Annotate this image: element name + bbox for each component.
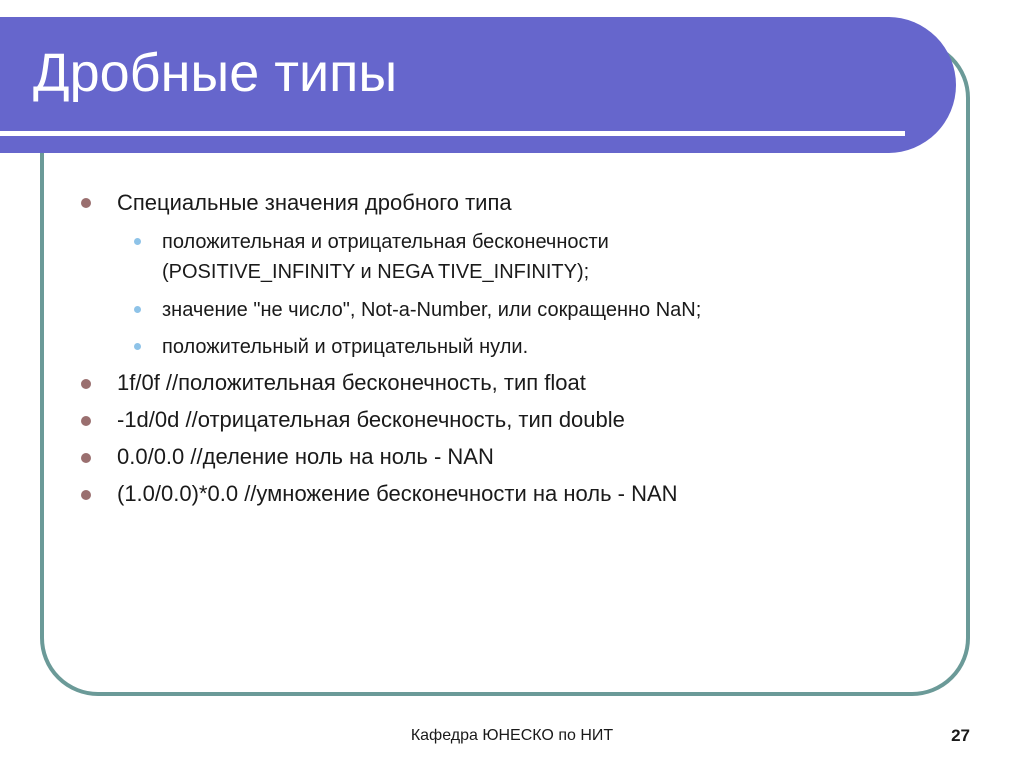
bullet-marker-level2	[134, 343, 141, 350]
bullet-marker-level2	[134, 306, 141, 313]
slide-title: Дробные типы	[33, 43, 398, 103]
bullet-item: -1d/0d //отрицательная бесконечность, тип double	[117, 407, 625, 432]
bullet-item: (1.0/0.0)*0.0 //умножение бесконечности на ноль - NAN	[117, 481, 678, 506]
page-number: 27	[951, 726, 970, 745]
bullet-item: 1f/0f //положительная бесконечность, тип float	[117, 370, 586, 395]
footer-text: Кафедра ЮНЕСКО по НИТ	[410, 727, 614, 744]
sub-bullet-item-line: (POSITIVE_INFINITY и NEGA TIVE_INFINITY);	[162, 261, 590, 283]
sub-bullet-item-line: положительная и отрицательная бесконечности	[162, 231, 609, 253]
bullet-marker-level1	[81, 198, 91, 208]
bullet-marker-level1	[81, 379, 91, 389]
bullet-marker-level1	[81, 490, 91, 500]
bullet-marker-level1	[81, 453, 91, 463]
bullet-item: Специальные значения дробного типа	[117, 190, 512, 215]
sub-bullet-item: значение "не число", Not-a-Number, или сокращенно NaN;	[162, 299, 702, 321]
bullet-item: 0.0/0.0 //деление ноль на ноль - NAN	[117, 444, 494, 469]
bullet-marker-level2	[134, 238, 141, 245]
sub-bullet-item: положительный и отрицательный нули.	[162, 336, 529, 358]
bullet-marker-level1	[81, 416, 91, 426]
